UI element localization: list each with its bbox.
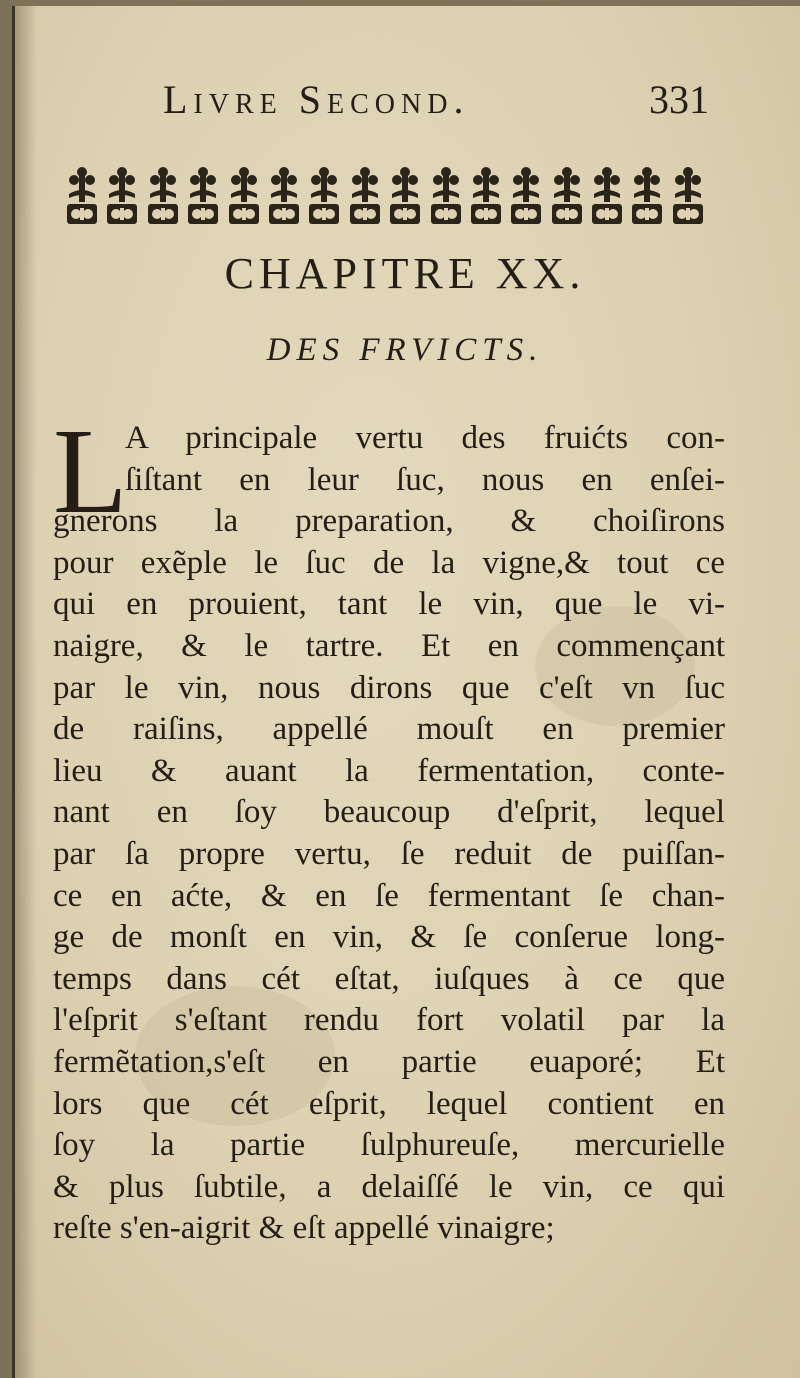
fleuron-icon — [429, 164, 463, 226]
fleuron-icon — [590, 164, 624, 226]
book-page — [12, 6, 800, 1378]
fleuron-icon — [469, 164, 503, 226]
text-line: pour exẽple le ſuc de la vigne,& tout ce — [53, 544, 725, 581]
drop-cap: L — [53, 404, 128, 539]
fleuron-icon — [671, 164, 705, 226]
text-lines — [53, 404, 725, 1250]
fleuron-icon — [267, 164, 301, 226]
text-line: ce en aćte, & en ſe fermentant ſe chan- — [53, 877, 725, 914]
text-line: & plus ſubtile, a delaiſſé le vin, ce qui — [53, 1168, 725, 1205]
text-line: gnerons la preparation, & choiſirons — [53, 503, 725, 540]
text-line: ſiſtant en leur ſuc, nous en enſei- — [125, 461, 725, 498]
text-line: fermẽtation,s'eſt en partie euaporé; Et — [53, 1043, 725, 1080]
text-line: lors que cét eſprit, lequel contient en — [53, 1085, 725, 1122]
running-title: Livre Second. — [163, 77, 470, 122]
text-line: reſte s'en-aigrit & eſt appellé vinaigre; — [53, 1210, 555, 1247]
gutter-shadow — [15, 6, 37, 1378]
text-line: lieu & auant la fermentation, conte- — [53, 752, 725, 789]
text-line: par le vin, nous dirons que c'eſt vn ſuc — [53, 669, 725, 706]
fleuron-icon — [105, 164, 139, 226]
page-number: 331 — [649, 77, 709, 122]
text-line: A principale vertu des fruićts con- — [125, 420, 725, 456]
fleuron-icon — [65, 164, 99, 226]
text-line: naigre, & le tartre. Et en commençant — [53, 627, 725, 664]
fleuron-icon — [227, 164, 261, 226]
text-line: ſoy la partie ſulphureuſe, mercurielle — [53, 1127, 725, 1164]
fleuron-icon — [307, 164, 341, 226]
text-line: temps dans cét eſtat, iuſques à ce que — [53, 960, 725, 997]
fleuron-band-icon — [65, 158, 705, 226]
fleuron-icon — [630, 164, 664, 226]
body-text — [53, 404, 725, 1250]
text-line: de raiſins, appellé mouſt en premier — [53, 711, 725, 748]
fleuron-icon — [550, 164, 584, 226]
text-line: l'eſprit s'eſtant rendu fort volatil par la — [53, 1002, 725, 1039]
text-line: par ſa propre vertu, ſe reduit de puiſſan- — [53, 835, 725, 872]
running-head — [163, 76, 723, 124]
chapter-title: DES FRVICTS. — [266, 332, 544, 368]
fleuron-icon — [186, 164, 220, 226]
text-line: ge de monſt en vin, & ſe conſerue long- — [53, 919, 725, 956]
fleuron-icon — [388, 164, 422, 226]
fleuron-icon — [348, 164, 382, 226]
text-line: qui en prouient, tant le vin, que le vi- — [53, 586, 725, 623]
chapter-heading: CHAPITRE XX. — [224, 249, 586, 298]
fleuron-icon — [146, 164, 180, 226]
text-line: nant en ſoy beaucoup d'eſprit, lequel — [53, 794, 725, 831]
fleuron-icon — [509, 164, 543, 226]
